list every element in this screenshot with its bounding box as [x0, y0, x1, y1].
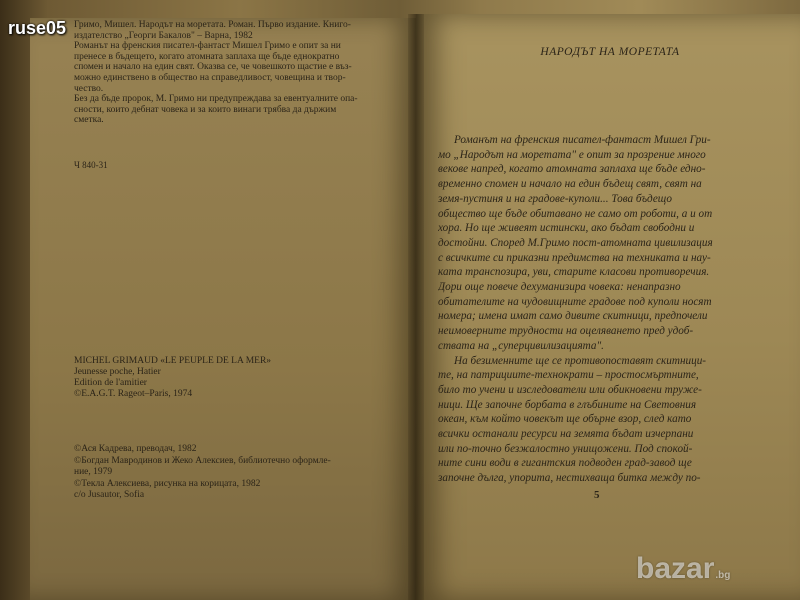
- original-edition-credits: [74, 356, 394, 400]
- summary-line: можно единствено в общество на справедливост, човещина и твор-: [74, 72, 346, 83]
- copyright-line: ние, 1979: [74, 467, 113, 477]
- body-line: Дори още повече дехуманизира човека: ненапразно: [438, 281, 681, 294]
- summary-line: Без да бъде пророк, М. Гримо ни предупреждава за евентуалните опа-: [74, 94, 358, 105]
- summary-line: чество.: [74, 83, 104, 94]
- body-line: с всичките си приказни предимства на техниката и нау-: [438, 251, 711, 264]
- body-line: мо „Народът на моретата" е опит за прозрение много: [438, 148, 706, 161]
- left-page-summary: [74, 20, 394, 126]
- copyright-line: ©Ася Кадрева, преводач, 1982: [74, 444, 197, 454]
- uploader-watermark: ruse05: [8, 18, 67, 38]
- body-line: или по-точно безжалостно унищожени. Под спокой-: [438, 442, 693, 455]
- book-gutter: [408, 14, 424, 600]
- body-line: те, на патрициите-технократи – простосмъртните,: [438, 369, 699, 382]
- logo-tld: .bg: [715, 570, 731, 581]
- copyright-line: ©Богдан Мавродинов и Жеко Алексиев, библиотечно оформле-: [74, 455, 331, 466]
- copyright-line: c/o Jusautor, Sofia: [74, 490, 145, 500]
- copyright-notices: [74, 444, 394, 502]
- summary-line: издателство „Георги Бакалов" – Варна, 1982: [74, 30, 253, 41]
- body-line: достойни. Според М.Гримо пост-атомната цивилизация: [438, 236, 713, 249]
- body-line: номера; имена имат само дивите скитници, предпочели: [438, 310, 708, 323]
- bazar-logo: [636, 552, 730, 586]
- summary-line: Романът на френския писател-фантаст Мишел Гримо е опит за ни: [74, 41, 341, 52]
- body-line: ници. Ще започне борбата в глъбините на Световния: [438, 398, 697, 411]
- summary-line: пренесе в бъдещето, когато атомната заплаха ще бъде еднократно: [74, 51, 340, 62]
- page-number: 5: [594, 489, 600, 501]
- body-line: земя-пустиня и на градове-куполи... Това бъдещо: [438, 192, 672, 205]
- classification-code: Ч 840-31: [74, 160, 108, 170]
- body-line: ката транспозира, уви, старите класови противоречия.: [438, 266, 710, 279]
- body-line: всички останали ресурси на земята бъдат изчерпани: [438, 428, 694, 441]
- summary-line: сности, които дебнат човека и за които винаги трябва да държим: [74, 104, 337, 115]
- body-line: Романът на френския писател-фантаст Мишел Гри-: [454, 134, 711, 146]
- body-line: ните сини води в гигантския подводен град-завод ще: [438, 457, 692, 470]
- copyright-line: ©Текла Алексиева, рисунка на корицата, 1982: [74, 478, 261, 489]
- logo-name: bazar: [636, 552, 715, 585]
- summary-line: сметка.: [74, 115, 104, 126]
- body-line: започне дълга, упорита, нестихваща битка между по-: [438, 472, 701, 485]
- body-line: общество ще бъде обитавано не само от роботи, а и от: [438, 207, 713, 220]
- body-line: ствата на „суперцивилизацията".: [438, 339, 604, 352]
- body-line: било то учени и изследователи или обикновени труже-: [438, 383, 702, 396]
- summary-line: спомен и начало на един свят. Оказва се, че човешкото щастие е въз-: [74, 62, 352, 73]
- body-line: хора. Но ще живеят истински, ако бъдат свободни и: [438, 222, 695, 235]
- chapter-title: НАРОДЪТ НА МОРЕТАТА: [540, 46, 680, 58]
- credit-line: Jeunesse poche, Hatier: [74, 367, 161, 377]
- body-line: временно спомен и начало на един бъдещ свят, свят на: [438, 178, 702, 191]
- summary-line: Гримо, Мишел. Народът на моретата. Роман. Първо издание. Книго-: [74, 20, 351, 30]
- preface-body: [438, 133, 764, 486]
- body-line: неимоверните трудности на оцеляването пред удоб-: [438, 325, 694, 338]
- body-line: океан, към който човекът ще обърне взор, след като: [438, 413, 692, 426]
- credit-line: MICHEL GRIMAUD «LE PEUPLE DE LA MER»: [74, 356, 272, 366]
- credit-line: ©E.A.G.T. Rageot–Paris, 1974: [74, 389, 193, 399]
- credit-line: Edition de l'amitier: [74, 378, 147, 388]
- body-line: обитателите на чудовищните градове под куполи носят: [438, 295, 712, 308]
- body-line: векове напред, когато атомната заплаха ще бъде едно-: [438, 163, 706, 176]
- body-line: На безименните ще се противопоставят скитници-: [454, 354, 707, 367]
